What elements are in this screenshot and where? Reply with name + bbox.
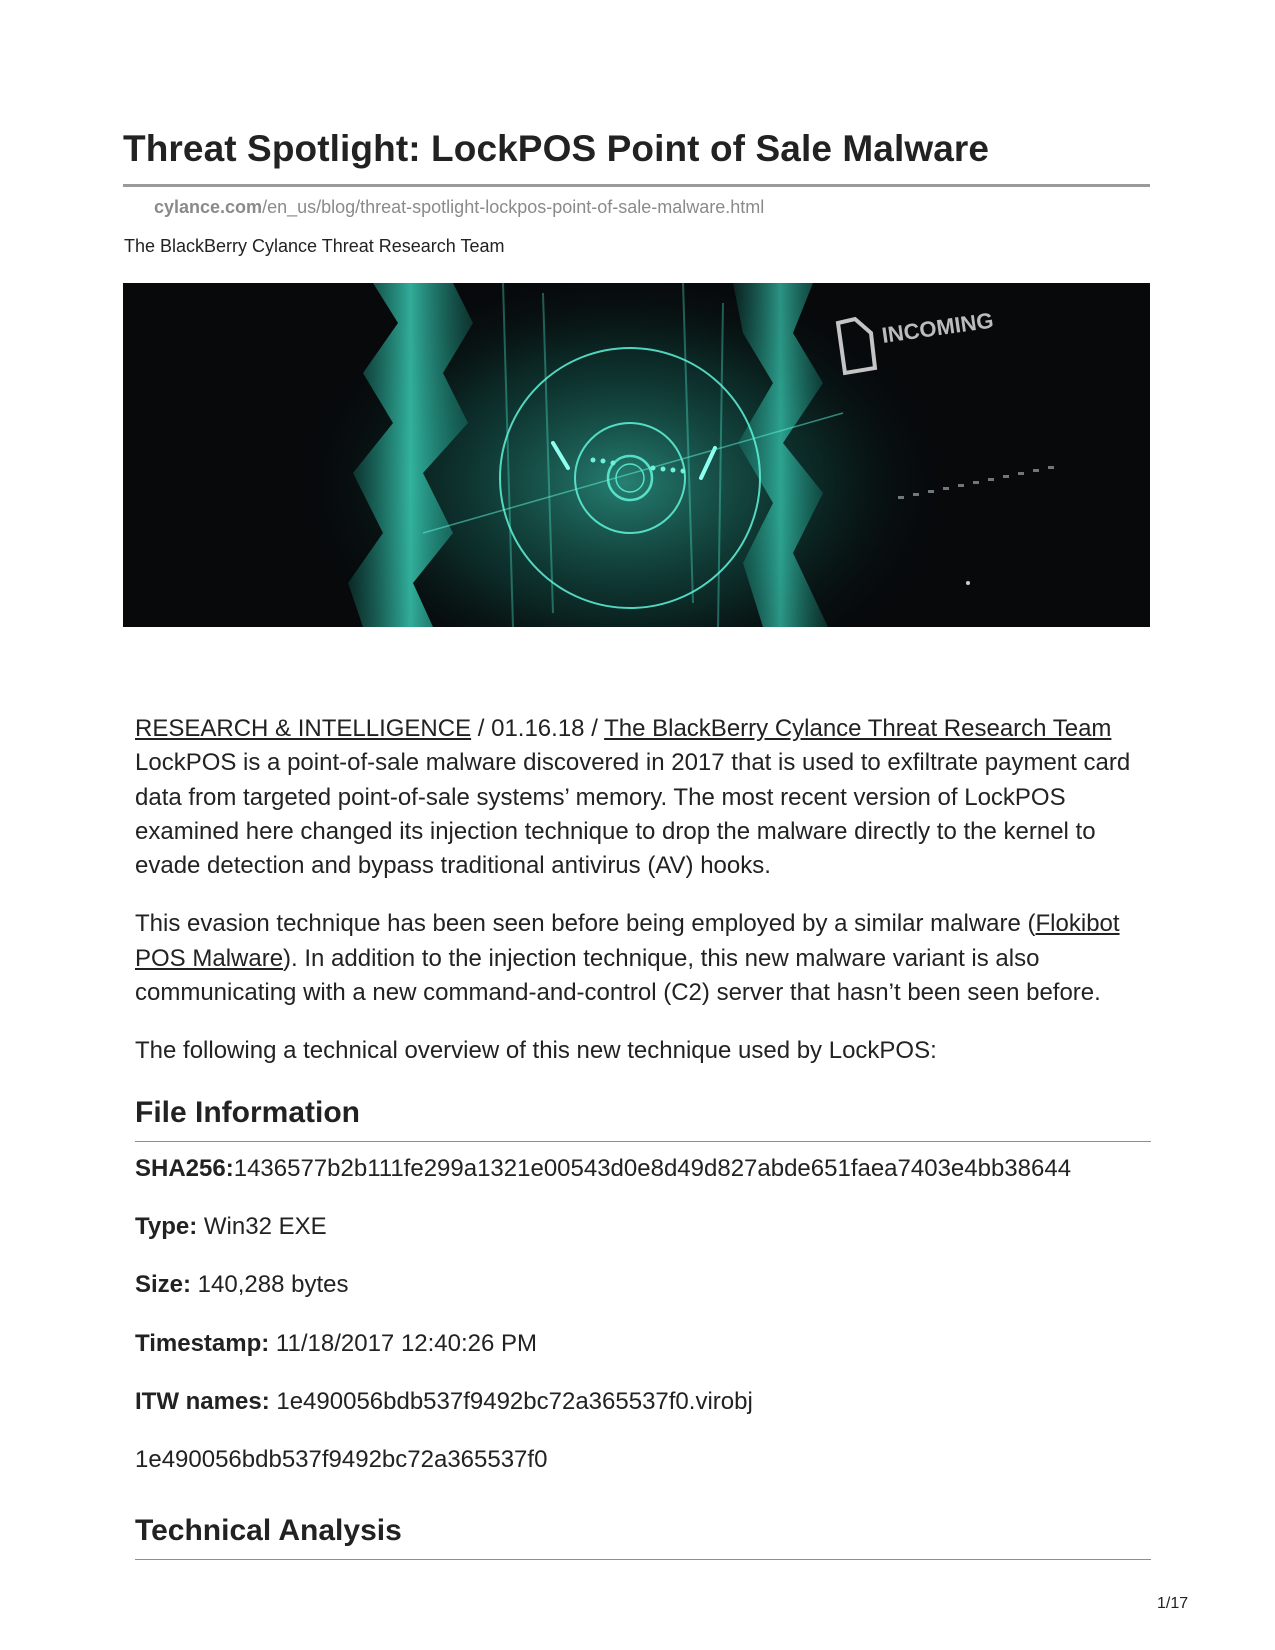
timestamp-value: 11/18/2017 12:40:26 PM <box>269 1329 538 1357</box>
sha256-label: SHA256: <box>135 1154 234 1182</box>
paragraph-overview: The following a technical overview of this new technique used by LockPOS: <box>135 1037 937 1065</box>
paragraph-evasion-text-1: This evasion technique has been seen before being employed by a similar malware ( <box>135 910 1036 938</box>
timestamp-label: Timestamp: <box>135 1329 270 1357</box>
page-title: Threat Spotlight: LockPOS Point of Sale Malware <box>123 128 990 169</box>
post-meta <box>135 712 1151 746</box>
type-row <box>135 1210 1151 1244</box>
post-date: / 01.16.18 / <box>471 715 605 742</box>
article-body <box>135 712 1151 1570</box>
file-information-heading: File Information <box>135 1095 360 1129</box>
paragraph-evasion-text-2: ). In addition to the injection technique, this new malware variant is also communicating with a new command-and-control (C2) server that hasn’t been seen before. <box>135 944 1101 1007</box>
hero-image <box>123 283 1150 627</box>
size-value: 140,288 bytes <box>191 1271 349 1299</box>
itw-names-row-2 <box>135 1443 1151 1477</box>
sha256-value: 1436577b2b111fe299a1321e00543d0e8d49d827abde651faea7403e4bb38644 <box>233 1154 1072 1182</box>
sha256-row <box>135 1152 1151 1186</box>
itw-names-label: ITW names: <box>135 1387 270 1415</box>
byline: The BlackBerry Cylance Threat Research Team <box>124 236 505 256</box>
paragraph-intro: LockPOS is a point-of-sale malware discovered in 2017 that is used to exfiltrate payment card data from targeted point-of-sale systems’ memory. The most recent version of LockPOS examined here changed its injection technique to drop the malware directly to the kernel to evade detection and bypass traditional antivirus (AV) hooks. <box>135 749 1131 880</box>
timestamp-row <box>135 1327 1151 1361</box>
source-url-domain: cylance.com <box>154 197 263 217</box>
hero-overlay-text: INCOMING <box>880 307 996 348</box>
author-link[interactable]: The BlackBerry Cylance Threat Research Team <box>604 715 1112 742</box>
source-url-path: /en_us/blog/threat-spotlight-lockpos-point-of-sale-malware.html <box>262 197 765 217</box>
type-label: Type: <box>135 1212 198 1240</box>
flokibot-link[interactable]: Flokibot POS Malware <box>135 910 1120 972</box>
itw-names-value-2: 1e490056bdb537f9492bc72a365537f0 <box>135 1446 548 1474</box>
technical-analysis-divider <box>135 1559 1151 1560</box>
paragraph-evasion <box>135 907 1151 1010</box>
source-url[interactable] <box>154 197 764 218</box>
technical-analysis-heading: Technical Analysis <box>135 1514 402 1548</box>
size-row <box>135 1268 1151 1302</box>
title-divider <box>123 184 1150 187</box>
page-number: 1/17 <box>1157 1595 1189 1612</box>
itw-names-value-1: 1e490056bdb537f9492bc72a365537f0.virobj <box>269 1387 753 1415</box>
file-information-divider <box>135 1141 1151 1142</box>
itw-names-row <box>135 1385 1151 1419</box>
size-label: Size: <box>135 1271 192 1299</box>
file-information-list <box>135 1152 1151 1478</box>
category-link[interactable]: RESEARCH & INTELLIGENCE <box>135 715 472 742</box>
type-value: Win32 EXE <box>197 1212 327 1240</box>
